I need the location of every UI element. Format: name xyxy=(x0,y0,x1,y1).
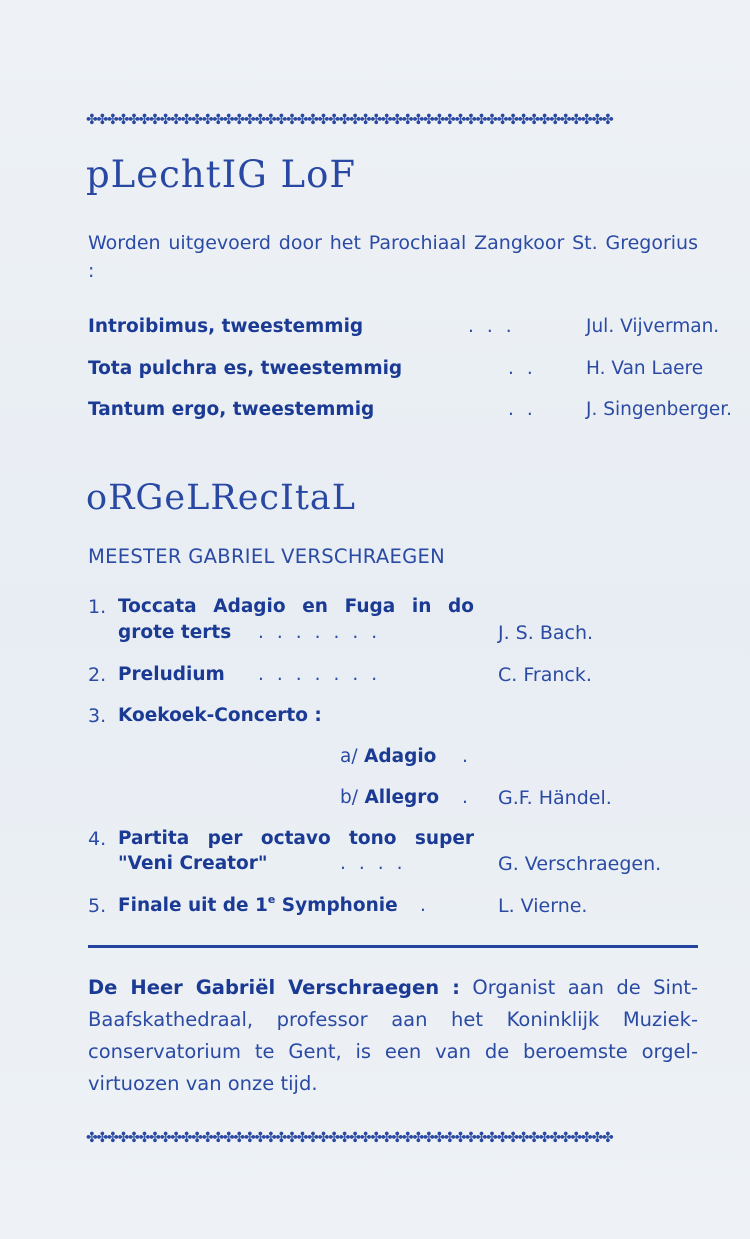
piece-row xyxy=(88,316,720,344)
leader-dots: ....... xyxy=(258,664,391,685)
leader-dots: . xyxy=(462,746,481,767)
piece-title: Introibimus, tweestemmig xyxy=(88,316,364,337)
bio-name: De Heer Gabriël Verschraegen : xyxy=(88,976,460,999)
section-title-orgelrecital: oRGeLRecItaL xyxy=(86,478,357,518)
section-title-plechtig-lof: pLechtIG LoF xyxy=(86,153,357,196)
performer-bio xyxy=(88,972,698,1100)
piece-title: Tota pulchra es, tweestemmig xyxy=(88,358,403,379)
ornament-border-bottom: ✤✤✤✤✤✤✤✤✤✤✤✤✤✤✤✤✤✤✤✤✤✤✤✤✤✤✤✤✤✤✤✤✤✤✤✤✤✤✤✤✤✤✤✤✤✤✤✤✤✤ xyxy=(86,1130,613,1146)
subitem-label: Allegro xyxy=(364,787,440,808)
item-composer: G. Verschraegen. xyxy=(498,853,662,875)
item-title: Koekoek-Concerto : xyxy=(118,705,322,726)
section-intro: Worden uitgevoerd door het Parochiaal Zangkoor St. Gregorius : xyxy=(88,232,698,282)
bio-text: Organist aan de Sint-Baafskathedraal, professor aan het Koninklijk Muziek-conservatorium te Gent, is een van de beroemste orgel-virtuozen van onze tijd. xyxy=(88,976,698,1095)
leader-dots: . xyxy=(420,895,439,916)
subitem-title xyxy=(340,787,439,808)
piece-composer: Jul. Vijverman. xyxy=(586,316,720,337)
item-number: 5. xyxy=(88,895,107,917)
subitem-prefix: b/ xyxy=(340,787,358,808)
item-title: Preludium xyxy=(118,664,225,685)
item-composer: C. Franck. xyxy=(498,664,592,686)
divider-rule xyxy=(88,945,698,948)
piece-row xyxy=(88,358,704,386)
item-title-line2: "Veni Creator" xyxy=(118,853,268,874)
piece-composer: J. Singenberger. xyxy=(586,399,732,420)
item-number: 3. xyxy=(88,705,107,727)
leader-dots: . xyxy=(462,787,481,808)
subitem-title xyxy=(340,746,436,767)
ornament-border-top: ✤✤✤✤✤✤✤✤✤✤✤✤✤✤✤✤✤✤✤✤✤✤✤✤✤✤✤✤✤✤✤✤✤✤✤✤✤✤✤✤✤✤✤✤✤✤✤✤✤✤ xyxy=(86,112,613,128)
piece-composer: H. Van Laere xyxy=(586,358,704,379)
item-composer: J. S. Bach. xyxy=(498,622,594,644)
item-composer: G.F. Händel. xyxy=(498,787,612,809)
item-title-line1: Toccata Adagio en Fuga in do xyxy=(118,596,474,617)
item-number: 4. xyxy=(88,828,107,850)
item-title-line1: Partita per octavo tono super xyxy=(118,828,474,849)
piece-row xyxy=(88,399,732,427)
item-number: 1. xyxy=(88,596,107,618)
item-composer: L. Vierne. xyxy=(498,895,588,917)
performer-name: MEESTER GABRIEL VERSCHRAEGEN xyxy=(88,545,446,568)
item-title-line2: grote terts xyxy=(118,622,232,643)
piece-title: Tantum ergo, tweestemmig xyxy=(88,399,375,420)
leader-dots: .. xyxy=(508,399,546,420)
leader-dots: ....... xyxy=(258,622,391,643)
subitem-label: Adagio xyxy=(364,746,437,767)
leader-dots: .... xyxy=(340,853,416,874)
item-number: 2. xyxy=(88,664,107,686)
item-title: Finale uit de 1e Symphonie xyxy=(118,893,398,916)
leader-dots: ... xyxy=(468,316,525,337)
leader-dots: .. xyxy=(508,358,546,379)
subitem-prefix: a/ xyxy=(340,746,358,767)
